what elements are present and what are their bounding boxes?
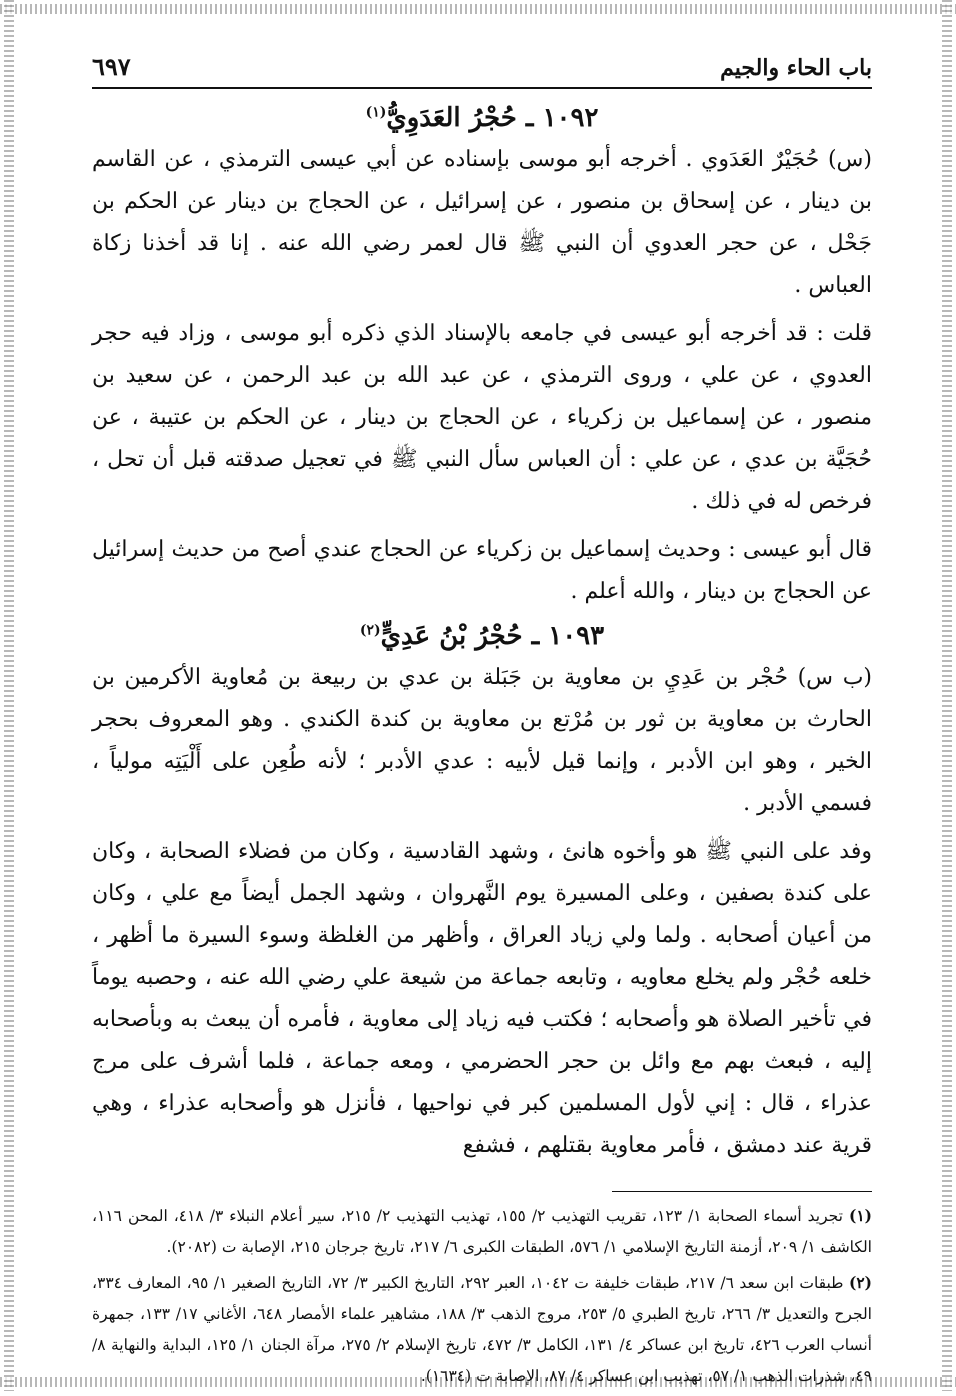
section-title: باب الحاء والجيم <box>720 55 872 81</box>
entry-title-text: ١٠٩٣ ـ حُجْرُ بْنُ عَدِيٍّ <box>380 621 605 651</box>
entry-1092-paragraph-1: (س) حُجَيْرٌ العَدَوي . أخرجه أبو موسى بإسناده عن أبي عيسى الترمذي ، عن القاسم بن دينار ، عن إسحاق بن منصور ، عن إسرائيل ، عن الحجاج بن دينار عن الحكم بن جَحْل ، عن حجر العدوي أن النبي ﷺ قال لعمر رضي الله عنه . إنا قد أخذنا زكاة العباس . <box>92 147 872 298</box>
footnote-1 <box>92 1200 872 1263</box>
entry-title-text: ١٠٩٢ ـ حُجْرُ العَدَوِيُّ <box>386 103 599 133</box>
footnote-number: (٢) <box>849 1273 873 1292</box>
footnote-2 <box>92 1267 872 1392</box>
entry-1093-paragraph-1: (ب س) حُجْر بن عَدِيِ بن معاوية بن جَبَلة بن عدي بن ربيعة بن مُعاوية الأكرمين بن الحارث بن معاوية بن ثور بن مُرْتع بن معاوية بن كندة الكندي . وهو المعروف بحجر الخير ، وهو ابن الأدبر ، وإنما قيل لأبيه : عدي الأدبر ؛ لأنه طُعِن على أَلْيَتِه مولياً ، فسمي الأدبر . <box>92 665 872 816</box>
page-border-right <box>942 0 952 1391</box>
entry-1092-paragraph-2: قلت : قد أخرجه أبو عيسى في جامعه بالإسناد الذي ذكره أبو موسى ، وزاد فيه حجر العدوي ، عن علي ، وروى الترمذي ، عن عبد الله بن عبد الرحمن ، عن سعيد بن منصور ، عن إسماعيل بن زكرياء ، عن الحجاج بن دينار ، عن الحكم بن عتيبة ، عن حُجَيَّة بن عدي ، عن علي : أن العباس سأل النبي ﷺ في تعجيل صدقته قبل أن تحل ، فرخص له في ذلك . <box>92 321 872 514</box>
running-header <box>92 52 872 89</box>
page-content <box>92 52 872 1396</box>
footnote-ref-2[interactable]: (٢) <box>359 622 381 639</box>
footnote-text: طبقات ابن سعد ٦/ ٢١٧، طبقات خليفة ت ١٠٤٢، العبر ٢٩٢، التاريخ الكبير ٣/ ٧٢، التاريخ الصغير ١/ ٩٥، المعارف ٣٣٤، الجرح والتعديل ٣/ ٢٦٦، تاريخ الطبري ٥/ ٢٥٣، مروج الذهب ٣/ ١٨٨، مشاهير علماء الأمصار ٦٤٨، الأغاني ١٧/ ١٣٣، جمهرة أنساب العرب ٤٢٦، تاريخ ابن عساكر ٤/ ١٣١، الكامل ٣/ ٤٧٢، تاريخ الإسلام ٢/ ٢٧٥، مرآة الجنان ١/ ١٢٥، البداية والنهاية ٨/ ٤٩، شذرات الذهب ١/ ٥٧، تهذيب ابن عساكر ٤/ ٨٧، الإصابة ت (١٦٣٤). <box>92 1274 872 1385</box>
entry-1093-paragraph-2: وفد على النبي ﷺ هو وأخوه هانئ ، وشهد القادسية ، وكان من فضلاء الصحابة ، وكان على كندة بصفين ، وعلى المسيرة يوم النَّهروان ، وشهد الجمل أيضاً مع علي ، وكان من أعيان أصحابه . ولما ولي زياد العراق ، وأظهر من الغلظة وسوء السيرة ما أظهر ، خلعه حُجْر ولم يخلع معاويه ، وتابعه جماعة من شيعة علي رضي الله عنه ، وحصبه يوماً في تأخير الصلاة هو وأصحابه ؛ فكتب فيه زياد إلى معاوية ، فأمره أن يبعث به وبأصحابه إليه ، فبعث بهم مع وائل بن حجر الحضرمي ، ومعه جماعة ، فلما أشرف على مرج عذراء ، قال : إني لأول المسلمين كبر في نواحيها ، فأنزل هو وأصحابه عذراء ، وهي قرية عند دمشق ، فأمر معاوية بقتلهم ، فشفع <box>92 839 872 1158</box>
footnote-number: (١) <box>848 1206 872 1225</box>
entry-title-1093 <box>92 621 872 651</box>
footnote-text: تجريد أسماء الصحابة ١/ ١٢٣، تقريب التهذيب ٢/ ١٥٥، تهذيب التهذيب ٢/ ٢١٥، سير أعلام النبلاء ٣/ ٤١٨، المحن ١١٦، الكاشف ١/ ٢٠٩، أزمنة التاريخ الإسلامي ١/ ٥٧٦، الطبقات الكبرى ٦/ ٢١٧، تاريخ جرجان ٢١٥، الإصابة ت (٢٠٨٢). <box>92 1207 872 1256</box>
page-border-left <box>4 0 14 1391</box>
footnote-divider <box>612 1191 872 1192</box>
page-number: ٦٩٧ <box>92 52 131 81</box>
entry-1092-paragraph-3: قال أبو عيسى : وحديث إسماعيل بن زكرياء عن الحجاج عندي أصح من حديث إسرائيل عن الحجاج بن دينار ، والله أعلم . <box>92 537 872 604</box>
page-border-top <box>0 4 956 14</box>
entry-title-1092 <box>92 103 872 133</box>
footnote-ref-1[interactable]: (١) <box>365 104 387 121</box>
